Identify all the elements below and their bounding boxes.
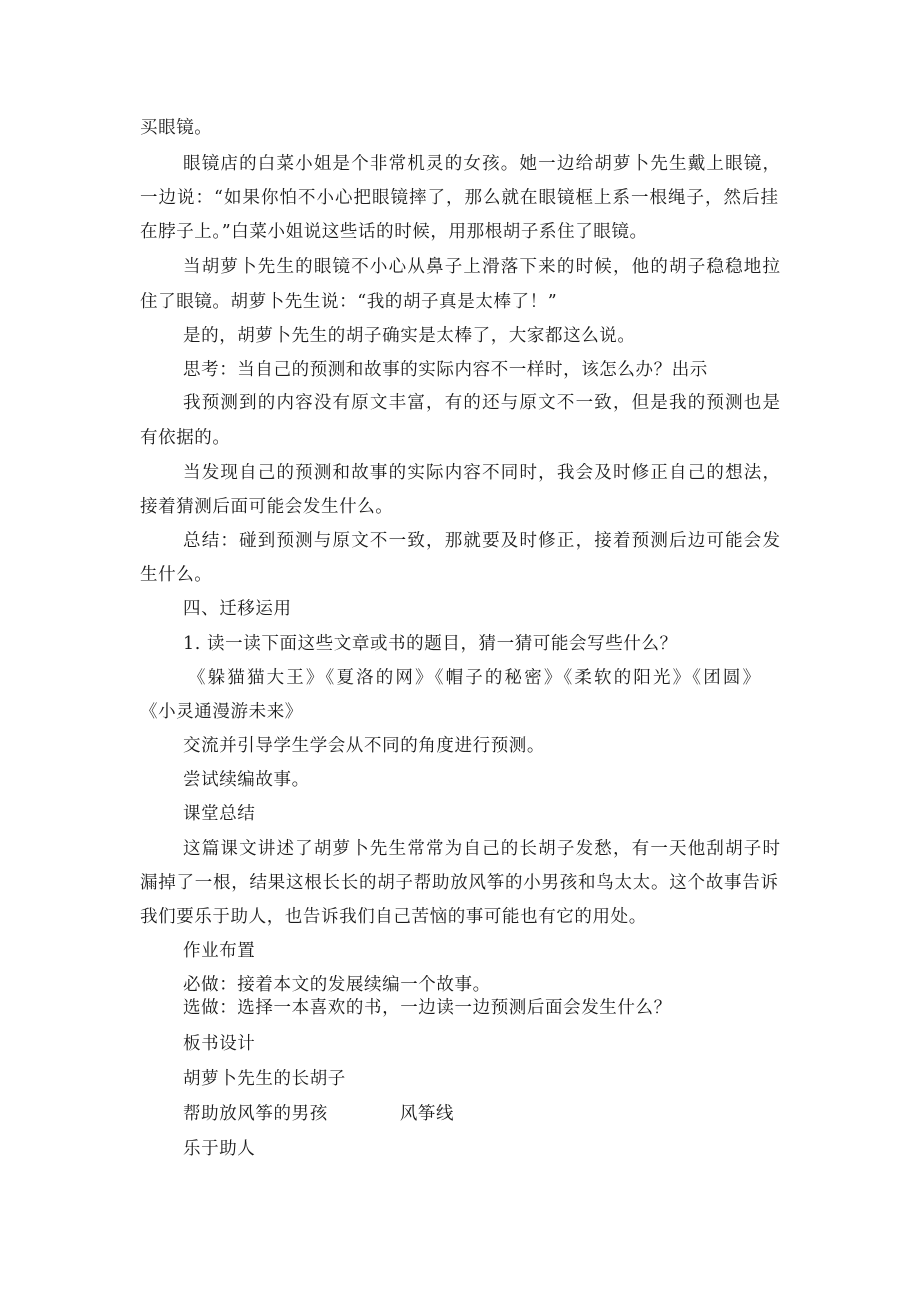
text-line: 一边说：“如果你怕不小心把眼镜摔了，那么就在眼镜框上系一根绳子，然后挂 [140,188,778,208]
text-line: 交流并引导学生学会从不同的角度进行预测。 [183,736,545,756]
text-line: 当胡萝卜先生的眼镜不小心从鼻子上滑落下来的时候，他的胡子稳稳地拉 [183,257,780,277]
text-line: 我们要乐于助人，也告诉我们自己苦恼的事可能也有它的用处。 [140,907,647,927]
text-line: 买眼镜。 [140,118,213,138]
section-heading: 四、迁移运用 [183,599,292,619]
text-line: 漏掉了一根，结果这根长长的胡子帮助放风筝的小男孩和鸟太太。这个故事告诉 [140,873,778,893]
board-bottom: 乐于助人 [183,1139,256,1159]
text-line: 住了眼镜。胡萝卜先生说：“我的胡子真是太棒了！” [140,292,558,312]
text-line: 是的，胡萝卜先生的胡子确实是太棒了，大家都这么说。 [183,326,636,346]
text-line: 我预测到的内容没有原文丰富，有的还与原文不一致，但是我的预测也是 [183,393,780,413]
board-left: 帮助放风筝的男孩 [183,1104,328,1124]
section-heading: 课堂总结 [183,804,256,824]
text-line: 眼镜店的白菜小姐是个非常机灵的女孩。她一边给胡萝卜先生戴上眼镜， [183,154,780,174]
text-line: 在脖子上。”白菜小姐说这些话的时候，用那根胡子系住了眼镜。 [140,222,648,242]
text-line: 选做：选择一本喜欢的书，一边读一边预测后面会发生什么？ [183,998,672,1018]
text-line: 1. 读一读下面这些文章或书的题目，猜一猜可能会写些什么？ [183,634,678,654]
board-right: 风筝线 [399,1104,455,1124]
board-title: 胡萝卜先生的长胡子 [183,1069,346,1089]
board-row [183,1103,454,1125]
book-titles: 《躲猫猫大王》《夏洛的网》《帽子的秘密》《柔软的阳光》《团圆》 [188,668,760,688]
text-line: 思考：当自己的预测和故事的实际内容不一样时，该怎么办？出示 [183,360,708,380]
text-line: 必做：接着本文的发展续编一个故事。 [183,975,491,995]
text-line: 当发现自己的预测和故事的实际内容不同时，我会及时修正自己的想法， [183,463,780,483]
text-line: 这篇课文讲述了胡萝卜先生常常为自己的长胡子发愁，有一天他刮胡子时 [183,839,780,859]
text-line: 有依据的。 [140,428,231,448]
text-line: 总结：碰到预测与原文不一致，那就要及时修正，接着预测后边可能会发 [183,531,780,551]
section-heading: 板书设计 [183,1034,256,1054]
section-heading: 作业布置 [183,941,256,961]
text-line: 尝试续编故事。 [183,770,310,790]
book-titles: 《小灵通漫游未来》 [140,702,303,722]
text-line: 生什么。 [140,565,213,585]
text-line: 接着猜测后面可能会发生什么。 [140,497,394,517]
